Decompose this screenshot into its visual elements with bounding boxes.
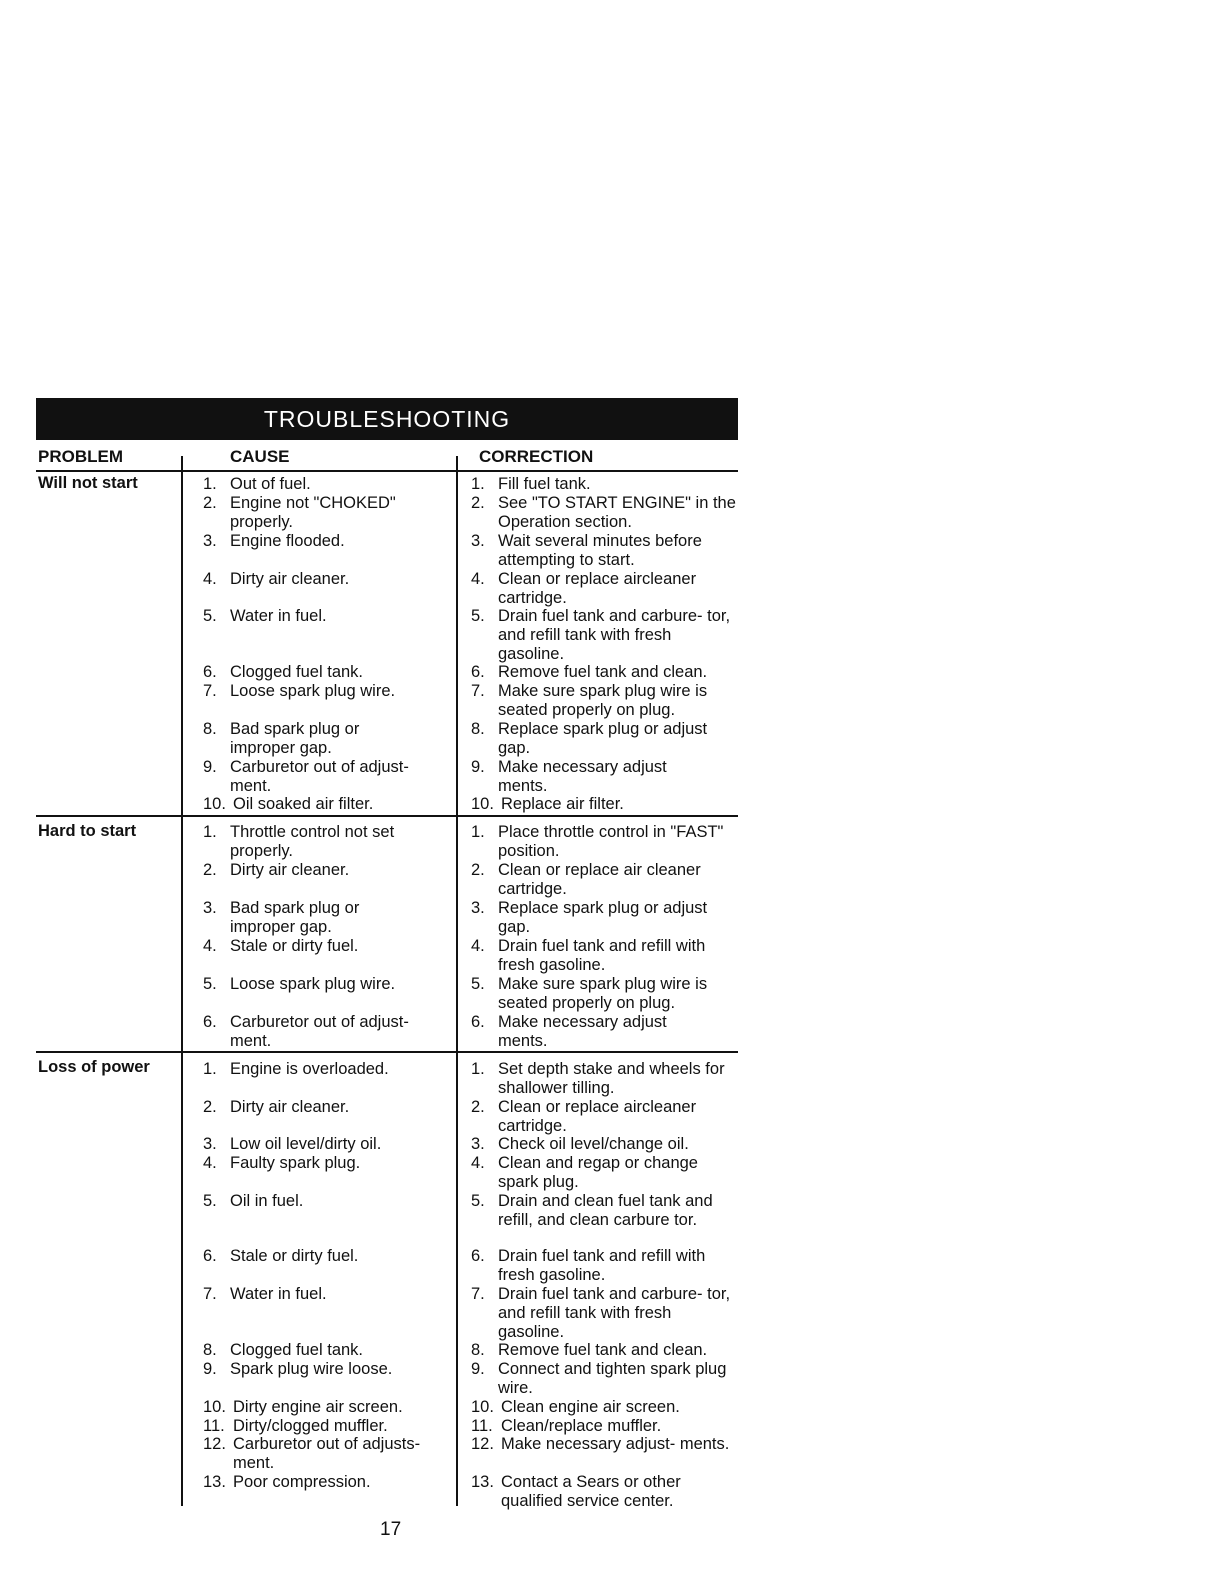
cause-item: 5. Oil in fuel. <box>203 1192 304 1210</box>
cause-item: 1. Out of fuel. <box>203 475 311 493</box>
cause-item: 1. Throttle control not set properly. <box>203 823 395 860</box>
problem-label: Loss of power <box>38 1058 150 1076</box>
correction-item: 5. Drain and clean fuel tank and refill, and clean carbure tor. <box>471 1192 713 1229</box>
correction-item: 6. Drain fuel tank and refill with fresh gasoline. <box>471 1247 706 1284</box>
cause-item: 2. Engine not "CHOKED" properly. <box>203 494 396 531</box>
header-cause: CAUSE <box>230 447 290 466</box>
cause-item: 2. Dirty air cleaner. <box>203 861 350 879</box>
cause-item: 3. Bad spark plug or improper gap. <box>203 899 360 936</box>
header-rule <box>36 470 738 472</box>
column-divider-correction <box>456 456 458 1506</box>
correction-item: 1. Fill fuel tank. <box>471 475 591 493</box>
correction-item: 2. Clean or replace aircleaner cartridge. <box>471 1098 697 1135</box>
cause-item: 7. Water in fuel. <box>203 1285 327 1303</box>
correction-item: 1. Place throttle control in "FAST" position. <box>471 823 724 860</box>
correction-item: 7. Make sure spark plug wire is seated properly on plug. <box>471 682 708 719</box>
column-divider-cause <box>181 456 183 1506</box>
correction-item: 4. Clean and regap or change spark plug. <box>471 1154 698 1191</box>
correction-item: 9. Make necessary adjust ments. <box>471 758 667 795</box>
correction-item: 6. Remove fuel tank and clean. <box>471 663 708 681</box>
page-number: 17 <box>380 1519 402 1540</box>
cause-item: 10. Oil soaked air filter. <box>203 795 374 813</box>
cause-item: 4. Stale or dirty fuel. <box>203 937 359 955</box>
correction-item: 1. Set depth stake and wheels for shallower tilling. <box>471 1060 725 1097</box>
section-divider <box>36 1051 738 1053</box>
cause-item: 6. Carburetor out of adjust- ment. <box>203 1013 409 1050</box>
correction-item: 9. Connect and tighten spark plug wire. <box>471 1360 727 1397</box>
cause-item: 5. Loose spark plug wire. <box>203 975 396 993</box>
cause-item: 12. Carburetor out of adjusts- ment. <box>203 1435 421 1472</box>
section-divider <box>36 815 738 817</box>
problem-label: Will not start <box>38 474 138 492</box>
cause-item: 2. Dirty air cleaner. <box>203 1098 350 1116</box>
correction-item: 3. Replace spark plug or adjust gap. <box>471 899 708 936</box>
cause-item: 6. Stale or dirty fuel. <box>203 1247 359 1265</box>
page-title: TROUBLESHOOTING <box>263 405 511 432</box>
correction-item: 2. See "TO START ENGINE" in the Operation section. <box>471 494 736 531</box>
cause-item: 8. Bad spark plug or improper gap. <box>203 720 360 757</box>
correction-item: 8. Replace spark plug or adjust gap. <box>471 720 708 757</box>
cause-item: 4. Dirty air cleaner. <box>203 570 350 588</box>
cause-item: 13. Poor compression. <box>203 1473 371 1491</box>
cause-item: 10. Dirty engine air screen. <box>203 1398 403 1416</box>
correction-item: 4. Clean or replace aircleaner cartridge. <box>471 570 697 607</box>
cause-item: 8. Clogged fuel tank. <box>203 1341 364 1359</box>
correction-item: 2. Clean or replace air cleaner cartridge. <box>471 861 701 898</box>
cause-item: 4. Faulty spark plug. <box>203 1154 361 1172</box>
cause-item: 5. Water in fuel. <box>203 607 327 625</box>
cause-item: 1. Engine is overloaded. <box>203 1060 389 1078</box>
correction-item: 10. Replace air filter. <box>471 795 624 813</box>
problem-label: Hard to start <box>38 822 137 840</box>
cause-item: 3. Engine flooded. <box>203 532 345 550</box>
correction-item: 3. Wait several minutes before attempting to start. <box>471 532 702 569</box>
correction-item: 12. Make necessary adjust- ments. <box>471 1435 730 1453</box>
cause-item: 11. Dirty/clogged muffler. <box>203 1417 388 1435</box>
cause-item: 6. Clogged fuel tank. <box>203 663 364 681</box>
cause-item: 9. Carburetor out of adjust- ment. <box>203 758 409 795</box>
correction-item: 13. Contact a Sears or other qualified service center. <box>471 1473 681 1510</box>
correction-item: 5. Make sure spark plug wire is seated properly on plug. <box>471 975 708 1012</box>
cause-item: 9. Spark plug wire loose. <box>203 1360 393 1378</box>
correction-item: 8. Remove fuel tank and clean. <box>471 1341 708 1359</box>
correction-item: 7. Drain fuel tank and carbure- tor, and refill tank with fresh gasoline. <box>471 1285 731 1341</box>
correction-item: 6. Make necessary adjust ments. <box>471 1013 667 1050</box>
header-correction: CORRECTION <box>479 447 594 466</box>
cause-item: 7. Loose spark plug wire. <box>203 682 396 700</box>
correction-item: 4. Drain fuel tank and refill with fresh gasoline. <box>471 937 706 974</box>
cause-item: 3. Low oil level/dirty oil. <box>203 1135 382 1153</box>
troubleshooting-banner <box>36 398 738 440</box>
correction-item: 10. Clean engine air screen. <box>471 1398 680 1416</box>
correction-item: 3. Check oil level/change oil. <box>471 1135 689 1153</box>
header-problem: PROBLEM <box>38 447 123 466</box>
correction-item: 5. Drain fuel tank and carbure- tor, and refill tank with fresh gasoline. <box>471 607 731 663</box>
correction-item: 11. Clean/replace muffler. <box>471 1417 662 1435</box>
